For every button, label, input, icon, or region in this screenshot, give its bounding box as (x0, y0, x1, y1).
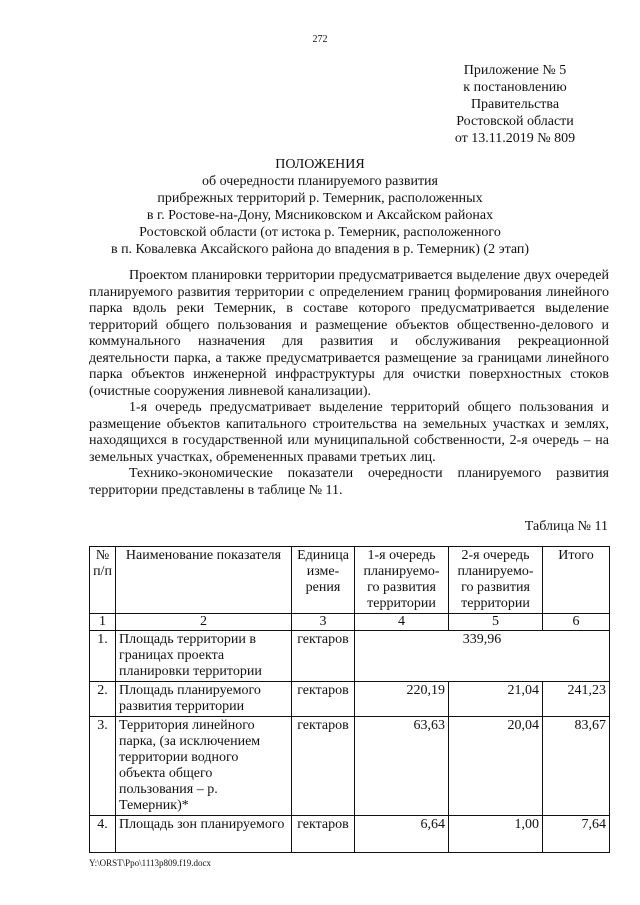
table-row (90, 717, 610, 816)
unit: гектаров (292, 631, 355, 682)
title-heading: ПОЛОЖЕНИЯ (275, 157, 365, 172)
indicator-name: Площадь территории в границах проекта планировки территории (116, 631, 292, 682)
second-stage-value: 1,00 (449, 816, 543, 853)
column-number: 4 (355, 614, 449, 631)
paragraph: 1-я очередь предусматривает выделение территорий общего пользования и размещение объектов капитального строительства на земельных участках и землях, находящихся в государственной или муниципальной собственности, 2-я очередь – на земельных участках, обремененных правами третьих лиц. (89, 400, 609, 465)
column-header: № п/п (90, 547, 116, 614)
total-value: 7,64 (543, 816, 610, 853)
page-number: 272 (312, 34, 328, 45)
title-line: прибрежных территорий р. Темерник, расположенных (157, 191, 483, 206)
appendix-line: Правительства (470, 97, 560, 112)
appendix-line: от 13.11.2019 № 809 (454, 131, 576, 146)
paragraph: Технико-экономические показатели очередности планируемого развития территории представлены в таблице № 11. (89, 466, 609, 498)
row-number: 3. (90, 717, 116, 816)
appendix-block (440, 62, 590, 147)
table-row (90, 682, 610, 717)
unit: гектаров (292, 682, 355, 717)
document-title (60, 156, 580, 258)
indicators-table (89, 546, 610, 853)
title-line: Ростовской области (от истока р. Темерник, расположенного (139, 225, 501, 240)
column-number: 6 (543, 614, 610, 631)
second-stage-value: 20,04 (449, 717, 543, 816)
row-number: 1. (90, 631, 116, 682)
row-number: 2. (90, 682, 116, 717)
title-line: об очередности планируемого развития (201, 174, 438, 189)
appendix-line: к постановлению (463, 80, 567, 95)
column-number: 5 (449, 614, 543, 631)
column-number: 3 (292, 614, 355, 631)
appendix-line: Ростовской области (456, 114, 574, 129)
row-number: 4. (90, 816, 116, 853)
title-line: в г. Ростове-на-Дону, Мясниковском и Аксайском районах (146, 208, 494, 223)
first-stage-value: 220,19 (355, 682, 449, 717)
total-value: 241,23 (543, 682, 610, 717)
indicator-name: Площадь планируемого развития территории (116, 682, 292, 717)
paragraph: Проектом планировки территории предусматривается выделение двух очередей планируемого развития территории с определением границ формирования линейного парка вдоль реки Темерник, в составе которого предусматривается выделение территорий общего пользования и размещение объектов общественно-делового и коммунального назначения для развития и обслуживания рекреационной деятельности парка, а также предусматривается размещение за границами линейного парка объектов инженерной инфраструктуры для очистки поверхностных стоков (очистные сооружения ливневой канализации). (89, 268, 609, 399)
column-header: Итого (543, 547, 610, 614)
appendix-line: Приложение № 5 (463, 63, 567, 78)
column-header: 2-я очередь планируемо-го развития территории (449, 547, 543, 614)
first-stage-value: 6,64 (355, 816, 449, 853)
column-header: 1-я очередь планируемо-го развития территории (355, 547, 449, 614)
indicator-name: Территория линейного парка, (за исключением территории водного объекта общего пользования – р. Темерник)* (116, 717, 292, 816)
body-text (89, 268, 609, 499)
column-number-row (90, 614, 610, 631)
column-number: 2 (116, 614, 292, 631)
table-caption: Таблица № 11 (524, 519, 608, 534)
second-stage-value: 21,04 (449, 682, 543, 717)
column-number: 1 (90, 614, 116, 631)
table-row (90, 631, 610, 682)
column-header: Наименование показателя (116, 547, 292, 614)
table-row (90, 816, 610, 853)
unit: гектаров (292, 816, 355, 853)
first-stage-value: 63,63 (355, 717, 449, 816)
total-value: 83,67 (543, 717, 610, 816)
indicator-name: Площадь зон планируемого (116, 816, 292, 853)
unit: гектаров (292, 717, 355, 816)
title-line: в п. Ковалевка Аксайского района до впадения в р. Темерник) (2 этап) (110, 242, 530, 257)
table-header-row (90, 547, 610, 614)
file-path-footer: Y:\ORST\Ppo\1113p809.f19.docx (89, 858, 212, 868)
merged-value: 339,96 (355, 631, 610, 682)
column-header: Единица изме-рения (292, 547, 355, 614)
